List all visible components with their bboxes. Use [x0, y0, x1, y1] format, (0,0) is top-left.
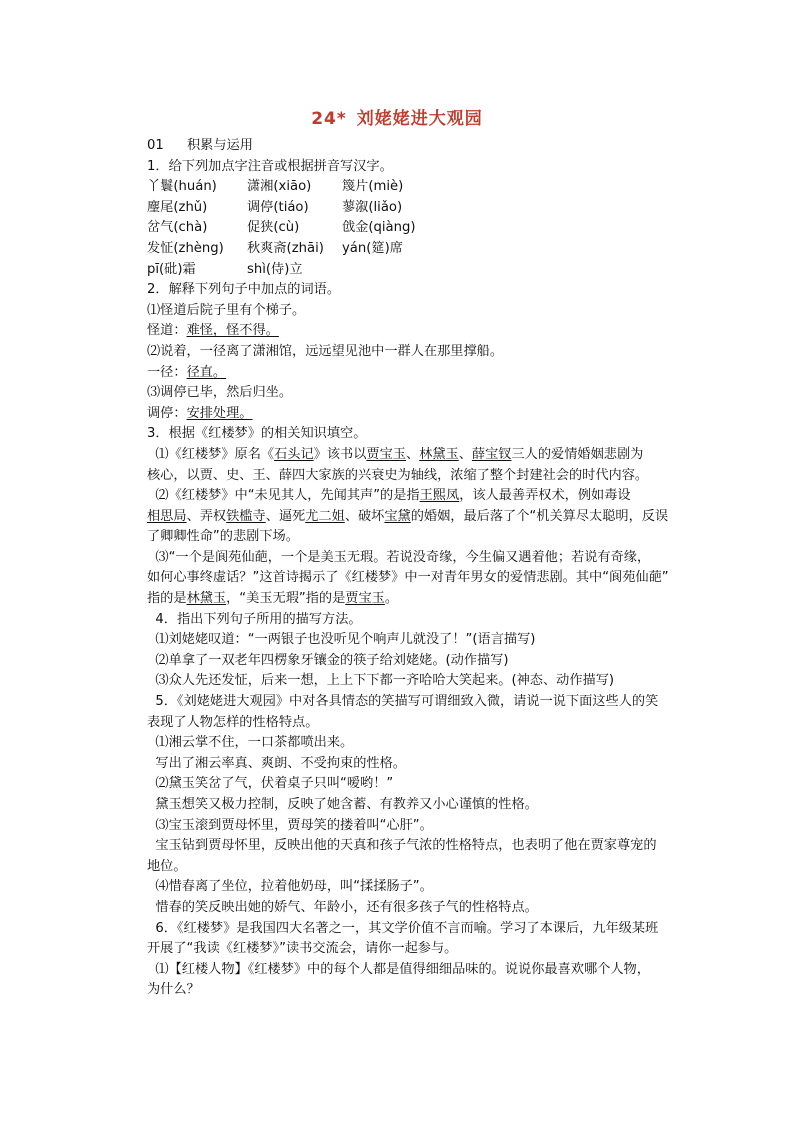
- q1-item: 潇湘(xiāo): [247, 179, 312, 195]
- q3-paragraph-1: [147, 445, 677, 466]
- q3-text: 、: [458, 446, 472, 462]
- q3-paragraph-1-cont: 核心，以贾、史、王、薛四大家族的兴衰史为轴线，浓缩了整个封建社会的时代内容。: [147, 467, 649, 483]
- document-body: [147, 136, 677, 1001]
- q5-answer-text: 宝玉钻到贾母怀里，反映出他的天真和孩子气浓的性格特点，也表明了他在贾家尊宠的: [155, 838, 657, 854]
- q3-answer: 相思局: [147, 508, 187, 524]
- q3-answer: 林黛玉: [419, 446, 459, 462]
- q2-answer-text: 径直。: [186, 364, 227, 380]
- q5-sentence-text: ⑵黛玉笑岔了气，伏着桌子只叫“嗳哟！”: [155, 776, 394, 792]
- q1-item: 岔气(chà): [147, 220, 208, 236]
- q2-key: 怪道：: [147, 323, 187, 339]
- q3-paragraph-2-cont: [147, 507, 677, 528]
- q4-item-text: ⑵单拿了一双老年四楞象牙镶金的筷子给刘姥姥。(动作描写): [155, 652, 509, 668]
- q3-text: 》该书以: [313, 446, 367, 462]
- q5-sentence: [147, 816, 677, 837]
- q5-answer: [147, 795, 677, 816]
- q1-item: 麈尾(zhǔ): [147, 199, 208, 215]
- q2-answer: [147, 404, 677, 425]
- q3-answer: 薛宝钗: [471, 446, 512, 462]
- q3-text: 、: [405, 446, 420, 462]
- q5-answer-text: 黛玉想笑又极力控制，反映了她含蓄、有教养又小心谨慎的性格。: [155, 797, 538, 812]
- q2-sentence: ⑶调停已毕，然后归坐。: [147, 385, 293, 401]
- q5-sentence: [147, 877, 677, 898]
- q1-item: pī(砒)霜: [147, 261, 196, 277]
- q5-answer: [147, 898, 677, 919]
- lesson-title: 刘姥姥进大观园: [356, 109, 483, 129]
- section-number: 01: [147, 138, 164, 153]
- q3-text: ，该人最善弄权术，例如毒设: [459, 488, 631, 504]
- q4-stem-text: 4．指出下列句子所用的描写方法。: [155, 611, 362, 627]
- q1-item: 戗金(qiàng): [342, 220, 416, 236]
- q1-grid: [147, 177, 677, 280]
- q5-answer-text: 惜春的笑反映出她的娇气、年龄小，还有很多孩子气的性格特点。: [155, 899, 538, 915]
- q1-empty-cell: [342, 260, 462, 281]
- q4-item: [147, 671, 677, 692]
- q3-text: 、逼死: [265, 508, 306, 524]
- q3-paragraph-3-end: [147, 589, 677, 610]
- q3-text: 、破坏: [344, 508, 385, 524]
- q3-text: 三人的爱情婚姻悲剧为: [511, 446, 644, 462]
- q6-stem-cont: 开展了“我读《红楼梦》”读书交流会，请你一起参与。: [147, 941, 458, 957]
- section-heading: [147, 136, 677, 157]
- q3-answer: 王熙凤: [419, 488, 460, 504]
- q1-item: 促狭(cù): [247, 220, 300, 236]
- q5-sentence: [147, 774, 677, 795]
- q5-sentence-text: ⑶宝玉滚到贾母怀里，贾母笑的搂着叫“心肝”。: [155, 817, 433, 833]
- q1-item: 调停(tiáo): [247, 199, 309, 215]
- q3-paragraph-3: [147, 548, 677, 569]
- q3-text: 、弄权: [186, 508, 227, 524]
- q1-item: yán(筵)席: [342, 240, 403, 256]
- q4-item-text: ⑴刘姥姥叹道：“一两银子也没听见个响声儿就没了！”(语言描写): [155, 632, 536, 648]
- q1-item: 秋爽斋(zhāi): [247, 240, 324, 256]
- q3-text: 的婚姻，最后落了个“机关算尽太聪明，反误: [410, 508, 669, 524]
- q6-sub-cont: 为什么？: [147, 982, 200, 998]
- section-title: 积累与运用: [187, 138, 253, 153]
- q3-text: ⑴《红楼梦》原名《: [155, 446, 275, 462]
- q5-stem: [147, 692, 677, 713]
- q5-answer-cont: 地位。: [147, 858, 187, 874]
- q2-answer: [147, 363, 677, 384]
- q3-text: ⑶“一个是阆苑仙葩，一个是美玉无瑕。若说没奇缘，今生偏又遇着他；若说有奇缘，: [155, 549, 651, 565]
- q5-answer: [147, 754, 677, 775]
- q5-stem-cont: 表现了人物怎样的性格特点。: [147, 714, 319, 730]
- q4-item-text: ⑶众人先还发怔，后来一想，上上下下都一齐哈哈大笑起来。(神态、动作描写): [155, 673, 615, 689]
- q3-stem: 3．根据《红楼梦》的相关知识填空。: [147, 426, 367, 442]
- lesson-number: 24*: [311, 109, 347, 129]
- q4-stem: [147, 610, 677, 631]
- q3-text: 。: [384, 591, 399, 607]
- q2-answer-text: 难怪，怪不得。: [186, 323, 279, 339]
- q5-answer-text: 写出了湘云率真、爽朗、不受拘束的性格。: [155, 755, 406, 771]
- q3-text: ⑵《红楼梦》中“未见其人，先闻其声”的是指: [155, 488, 420, 504]
- q1-item: 蓼溆(liǎo): [342, 199, 403, 215]
- q5-sentence-text: ⑴湘云掌不住，一口茶都喷出来。: [155, 735, 354, 751]
- q2-stem: 2．解释下列句子中加点的词语。: [147, 282, 341, 298]
- q3-answer: 尤二姐: [305, 508, 345, 524]
- q3-paragraph-3-cont: 如何心事终虚话？”这首诗揭示了《红楼梦》中一对青年男女的爱情悲剧。其中“阆苑仙葩”: [147, 570, 669, 586]
- q6-sub: [147, 960, 677, 981]
- q5-answer: [147, 836, 677, 857]
- q3-answer: 铁槛寺: [226, 508, 266, 524]
- q4-item: [147, 651, 677, 672]
- q6-stem-text: 6．《红楼梦》是我国四大名著之一，其文学价值不言而喻。学习了本课后，九年级某班: [155, 920, 659, 936]
- q3-text: 指的是: [147, 591, 187, 607]
- q3-answer: 林黛玉: [186, 591, 227, 607]
- q3-answer: 宝黛: [384, 508, 411, 524]
- q3-answer: 石头记: [274, 446, 314, 462]
- q1-stem: 1．给下列加点字注音或根据拼音写汉字。: [147, 158, 393, 174]
- q3-text: ，“美玉无瑕”指的是: [226, 591, 346, 607]
- q3-paragraph-2-end: 了卿卿性命”的悲剧下场。: [147, 529, 299, 545]
- q1-item: 篾片(miè): [342, 179, 404, 195]
- q2-key: 一径：: [147, 364, 187, 380]
- q5-sentence-text: ⑷惜春离了坐位，拉着他奶母，叫“揉揉肠子”。: [155, 879, 433, 895]
- q2-answer: [147, 321, 677, 342]
- q2-answer-text: 安排处理。: [186, 405, 253, 421]
- q1-item: 发怔(zhèng): [147, 240, 224, 256]
- q3-paragraph-2: [147, 486, 677, 507]
- q3-answer: 贾宝玉: [366, 446, 406, 462]
- q4-item: [147, 630, 677, 651]
- q6-stem: [147, 919, 677, 940]
- q2-key: 调停：: [147, 405, 187, 421]
- q2-sentence: ⑴怪道后院子里有个梯子。: [147, 302, 306, 318]
- q1-item: shì(侍)立: [247, 261, 303, 277]
- q5-stem-text: 5．《刘姥姥进大观园》中对各具情态的笑描写可谓细致入微，请说一说下面这些人的笑: [155, 694, 659, 710]
- page-title: [0, 104, 794, 129]
- q3-answer: 贾宝玉: [345, 591, 385, 607]
- q6-sub-text: ⑴【红楼人物】《红楼梦》中的每个人都是值得细细品味的。说说你最喜欢哪个人物，: [155, 961, 650, 977]
- q1-item: 丫鬟(huán): [147, 179, 217, 195]
- q5-sentence: [147, 733, 677, 754]
- q2-sentence: ⑵说着，一径离了潇湘馆，远远望见池中一群人在那里撑船。: [147, 343, 504, 359]
